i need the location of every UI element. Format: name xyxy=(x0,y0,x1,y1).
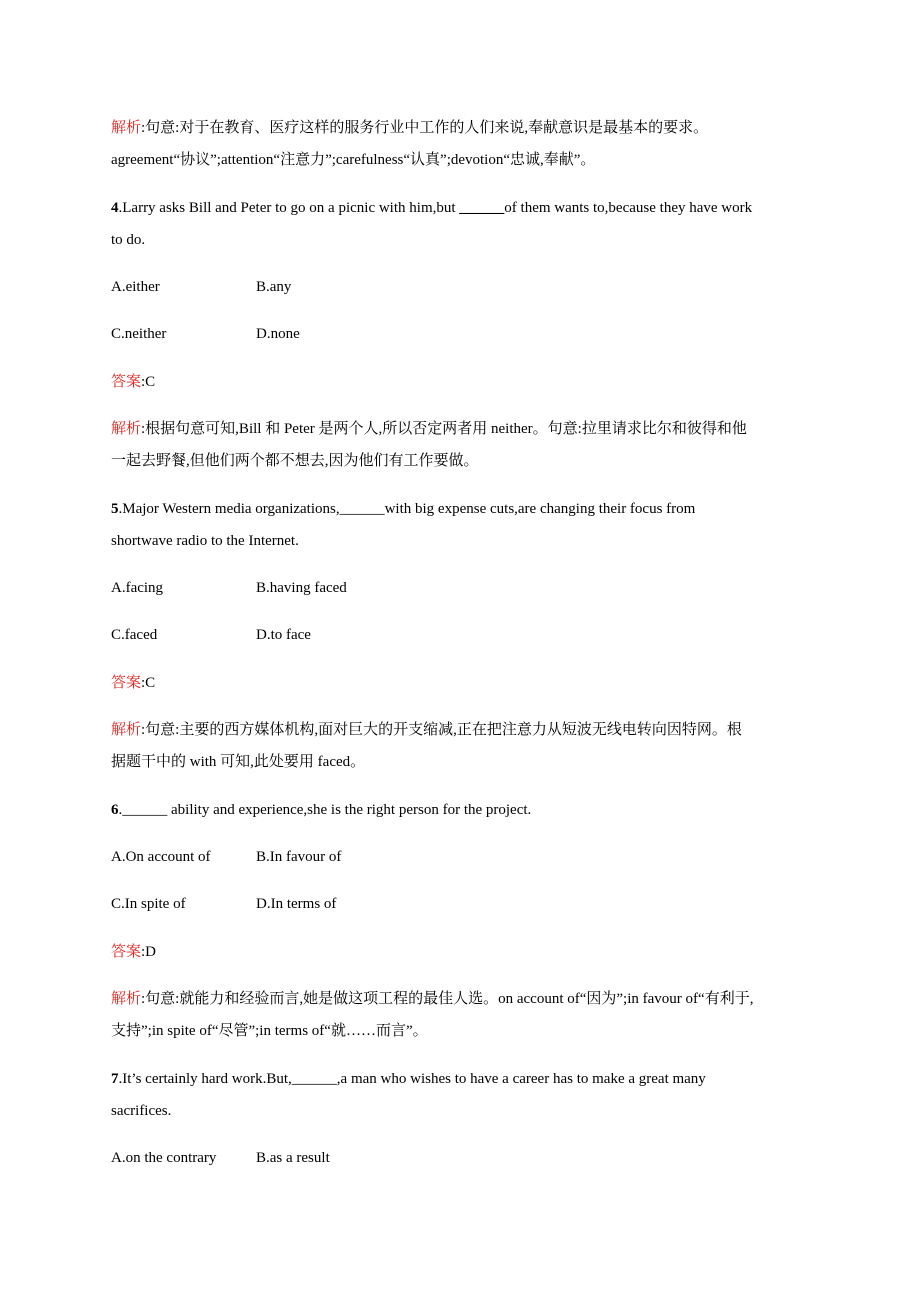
question-number: 4 xyxy=(111,200,119,216)
q7-options-row-1 xyxy=(111,1148,811,1168)
stem-text: of them wants to,because they have work xyxy=(504,200,753,216)
option-a: A.on the contrary xyxy=(111,1150,217,1166)
q4-analysis-line-2: 一起去野餐,但他们两个都不想去,因为他们有工作要做。 xyxy=(111,453,479,469)
stem-text: .Major Western media organizations,______with big expense cuts,are changing their focus from xyxy=(118,501,696,517)
option-b: B.as a result xyxy=(256,1150,330,1166)
option-c: C.In spite of xyxy=(111,896,186,912)
answer-value: :D xyxy=(141,944,157,960)
q4-options-row-1 xyxy=(111,277,811,297)
option-a: A.either xyxy=(111,279,160,295)
option-c: C.faced xyxy=(111,627,158,643)
q5-answer xyxy=(111,673,811,693)
option-b: B.any xyxy=(256,279,292,295)
question-number: 5 xyxy=(111,501,119,517)
option-a: A.facing xyxy=(111,580,164,596)
option-d: D.In terms of xyxy=(256,896,337,912)
question-number: 7 xyxy=(111,1071,119,1087)
q5-stem-line-2: shortwave radio to the Internet. xyxy=(111,533,299,549)
q3-analysis-line-1 xyxy=(111,118,811,138)
q4-stem-line-1 xyxy=(111,198,811,218)
q3-analysis-line-2: agreement“协议”;attention“注意力”;carefulness“认真”;devotion“忠诚,奉献”。 xyxy=(111,152,596,168)
option-d: D.to face xyxy=(256,627,311,643)
answer-value: :C xyxy=(141,374,156,390)
option-d: D.none xyxy=(256,326,300,342)
analysis-text: :句意:就能力和经验而言,她是做这项工程的最佳人选。on account of“因为”;in favour of“有利于, xyxy=(141,991,754,1007)
analysis-text: :根据句意可知,Bill 和 Peter 是两个人,所以否定两者用 neither。句意:拉里请求比尔和彼得和他 xyxy=(141,421,747,437)
q5-options-row-1 xyxy=(111,578,811,598)
q4-stem-line-2: to do. xyxy=(111,232,146,248)
q6-analysis-line-2: 支持”;in spite of“尽管”;in terms of“就……而言”。 xyxy=(111,1023,428,1039)
answer-label: 答案 xyxy=(111,675,142,691)
stem-text: .______ ability and experience,she is the right person for the project. xyxy=(118,802,532,818)
q6-analysis-line-1 xyxy=(111,989,811,1009)
q7-stem-line-2: sacrifices. xyxy=(111,1103,172,1119)
question-number: 6 xyxy=(111,802,119,818)
q6-options-row-1 xyxy=(111,847,811,867)
q4-answer xyxy=(111,372,811,392)
q5-analysis-line-2: 据题干中的 with 可知,此处要用 faced。 xyxy=(111,754,366,770)
analysis-label: 解析 xyxy=(111,991,142,1007)
analysis-text: :句意:主要的西方媒体机构,面对巨大的开支缩减,正在把注意力从短波无线电转向因特网。根 xyxy=(141,722,742,738)
stem-text: .Larry asks Bill and Peter to go on a picnic with him,but xyxy=(118,200,460,216)
q5-stem-line-1 xyxy=(111,499,811,519)
analysis-text: :句意:对于在教育、医疗这样的服务行业中工作的人们来说,奉献意识是最基本的要求。 xyxy=(141,120,709,136)
answer-blank: ______ xyxy=(459,200,505,216)
analysis-label: 解析 xyxy=(111,722,142,738)
option-c: C.neither xyxy=(111,326,167,342)
q6-options-row-2 xyxy=(111,894,811,914)
q5-analysis-line-1 xyxy=(111,720,811,740)
q4-analysis-line-1 xyxy=(111,419,811,439)
answer-value: :C xyxy=(141,675,156,691)
q7-stem-line-1 xyxy=(111,1069,811,1089)
analysis-label: 解析 xyxy=(111,421,142,437)
stem-text: .It’s certainly hard work.But,______,a man who wishes to have a career has to make a great many xyxy=(118,1071,706,1087)
option-b: B.In favour of xyxy=(256,849,342,865)
answer-label: 答案 xyxy=(111,944,142,960)
q6-stem-line-1 xyxy=(111,800,811,820)
option-a: A.On account of xyxy=(111,849,211,865)
analysis-label: 解析 xyxy=(111,120,142,136)
option-b: B.having faced xyxy=(256,580,347,596)
q6-answer xyxy=(111,942,811,962)
q4-options-row-2 xyxy=(111,324,811,344)
q5-options-row-2 xyxy=(111,625,811,645)
answer-label: 答案 xyxy=(111,374,142,390)
